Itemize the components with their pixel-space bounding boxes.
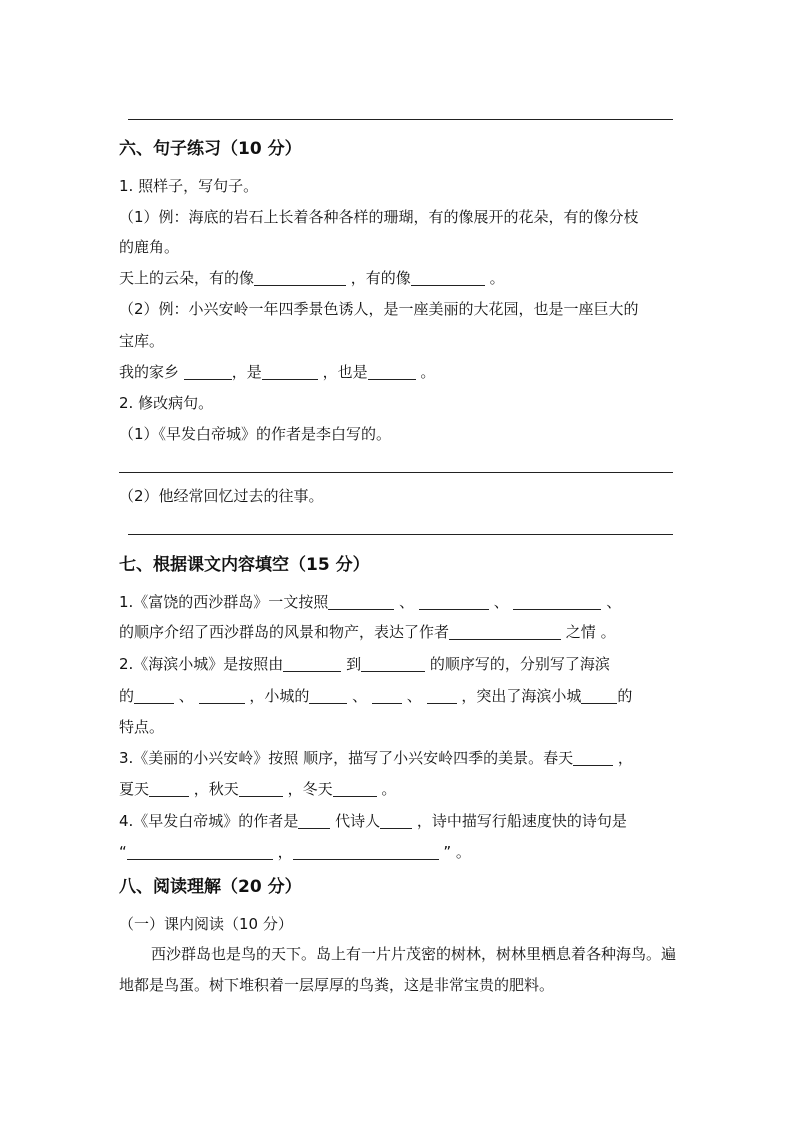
blank[interactable] [581, 687, 617, 704]
s6-q1-1-fill [119, 268, 505, 288]
blank[interactable] [149, 780, 189, 797]
blank[interactable] [309, 687, 347, 704]
s7-q2-line2 [119, 686, 632, 706]
blank[interactable] [411, 269, 485, 286]
s7-q2-text-a: 2.《海滨小城》是按照由 [119, 655, 284, 673]
s7-q2-text-f: ，小城的 [249, 687, 310, 705]
blank[interactable] [199, 687, 245, 704]
s7-q3-line1 [119, 748, 633, 768]
s6-q1-1-example-cont: 的鹿角。 [119, 238, 180, 256]
blank[interactable] [239, 780, 283, 797]
s7-q4-text-c: ，诗中描写行船速度快的诗句是 [416, 812, 627, 830]
section-6-title: 六、句子练习（10 分） [119, 139, 302, 159]
blank[interactable] [127, 843, 273, 860]
s6-q2-2: （2）他经常回忆过去的往事。 [119, 487, 324, 505]
answer-line[interactable] [128, 534, 673, 535]
s7-q3-text-e: ，冬天 [287, 780, 333, 798]
blank[interactable] [427, 687, 457, 704]
blank[interactable] [283, 655, 341, 672]
s7-q2-line3: 特点。 [119, 718, 165, 736]
blank[interactable] [368, 363, 416, 380]
s7-q2-text-c: 的顺序写的，分别写了海滨 [429, 655, 610, 673]
blank[interactable] [328, 593, 394, 610]
blank[interactable] [372, 687, 402, 704]
s7-q2-text-i: ，突出了海滨小城 [461, 687, 582, 705]
blank[interactable] [254, 269, 346, 286]
s6-q1: 1. 照样子，写句子。 [119, 177, 259, 195]
section-7-title: 七、根据课文内容填空（15 分） [119, 555, 370, 575]
s7-q4-line1 [119, 811, 627, 831]
s7-q3-text-f: 。 [381, 780, 397, 798]
s7-q1-line2 [119, 622, 616, 642]
s7-q1-text-f: 之情 。 [565, 623, 616, 641]
blank[interactable] [298, 812, 330, 829]
s7-q2-text-e: 、 [178, 687, 194, 705]
s8-subtitle: （一）课内阅读（10 分） [119, 915, 293, 933]
blank[interactable] [573, 749, 613, 766]
s8-passage: 西沙群岛也是鸟的天下。岛上有一片片茂密的树林，树林里栖息着各种海鸟。遍地都是鸟蛋。树下堆积着一层厚厚的鸟粪，这是非常宝贵的肥料。 [119, 945, 677, 994]
s7-q1-text-a: 1.《富饶的西沙群岛》一文按照 [119, 593, 329, 611]
blank[interactable] [513, 593, 601, 610]
s7-q1-text-c: 、 [493, 593, 509, 611]
s6-q1-2-text-b: ，是 [231, 363, 262, 381]
s7-q3-text-b: ， [617, 749, 633, 767]
s7-q4-text-a: 4.《早发白帝城》的作者是 [119, 812, 299, 830]
s7-q2-text-d: 的 [119, 687, 135, 705]
s7-q4-text-e: ， [277, 843, 293, 861]
s6-q1-2-example: （2）例：小兴安岭一年四季景色诱人，是一座美丽的大花园，也是一座巨大的 [119, 300, 639, 318]
s6-q1-1-example: （1）例：海底的岩石上长着各种各样的珊瑚，有的像展开的花朵，有的像分枝 [119, 208, 639, 226]
blank[interactable] [380, 812, 412, 829]
s6-q1-2-example-cont: 宝库。 [119, 332, 165, 350]
s7-q2-text-g: 、 [352, 687, 368, 705]
s6-q1-1-text-c: 。 [489, 269, 505, 287]
s7-q4-text-f: ” [443, 843, 452, 861]
s7-q3-text-c: 夏天 [119, 780, 150, 798]
s6-q1-2-text-c: ，也是 [322, 363, 368, 381]
s6-q1-2-text-a: 我的家乡 [119, 363, 180, 381]
blank[interactable] [184, 363, 232, 380]
blank[interactable] [361, 655, 425, 672]
s6-q1-2-fill [119, 362, 435, 382]
s7-q1-text-d: 、 [606, 593, 622, 611]
s7-q4-text-g: 。 [455, 843, 471, 861]
s7-q3-text-d: ，秋天 [193, 780, 239, 798]
s7-q1-line1 [119, 592, 621, 612]
answer-line-top [128, 119, 673, 120]
section-8-title: 八、阅读理解（20 分） [119, 877, 302, 897]
s7-q2-text-h: 、 [406, 687, 422, 705]
s7-q4-line2 [119, 842, 471, 862]
blank[interactable] [449, 623, 561, 640]
s6-q2: 2. 修改病句。 [119, 394, 214, 412]
blank[interactable] [293, 843, 439, 860]
blank[interactable] [333, 780, 377, 797]
s7-q4-text-b: 代诗人 [335, 812, 381, 830]
s6-q1-1-text-a: 天上的云朵，有的像 [119, 269, 255, 287]
s6-q1-1-text-b: ，有的像 [350, 269, 411, 287]
answer-line[interactable] [119, 472, 673, 473]
s7-q3-text-a: 3.《美丽的小兴安岭》按照 顺序，描写了小兴安岭四季的美景。春天 [119, 749, 574, 767]
s7-q1-text-b: 、 [399, 593, 415, 611]
s7-q3-line2 [119, 779, 396, 799]
blank[interactable] [419, 593, 489, 610]
blank[interactable] [134, 687, 174, 704]
s7-q1-text-e: 的顺序介绍了西沙群岛的风景和物产，表达了作者 [119, 623, 450, 641]
s7-q2-text-b: 到 [346, 655, 362, 673]
s7-q4-text-d: “ [119, 843, 127, 861]
s7-q2-line1 [119, 654, 610, 674]
s6-q2-1: （1）《早发白帝城》的作者是李白写的。 [119, 425, 392, 443]
s6-q1-2-text-d: 。 [420, 363, 436, 381]
s7-q2-text-j: 的 [617, 687, 633, 705]
blank[interactable] [262, 363, 318, 380]
